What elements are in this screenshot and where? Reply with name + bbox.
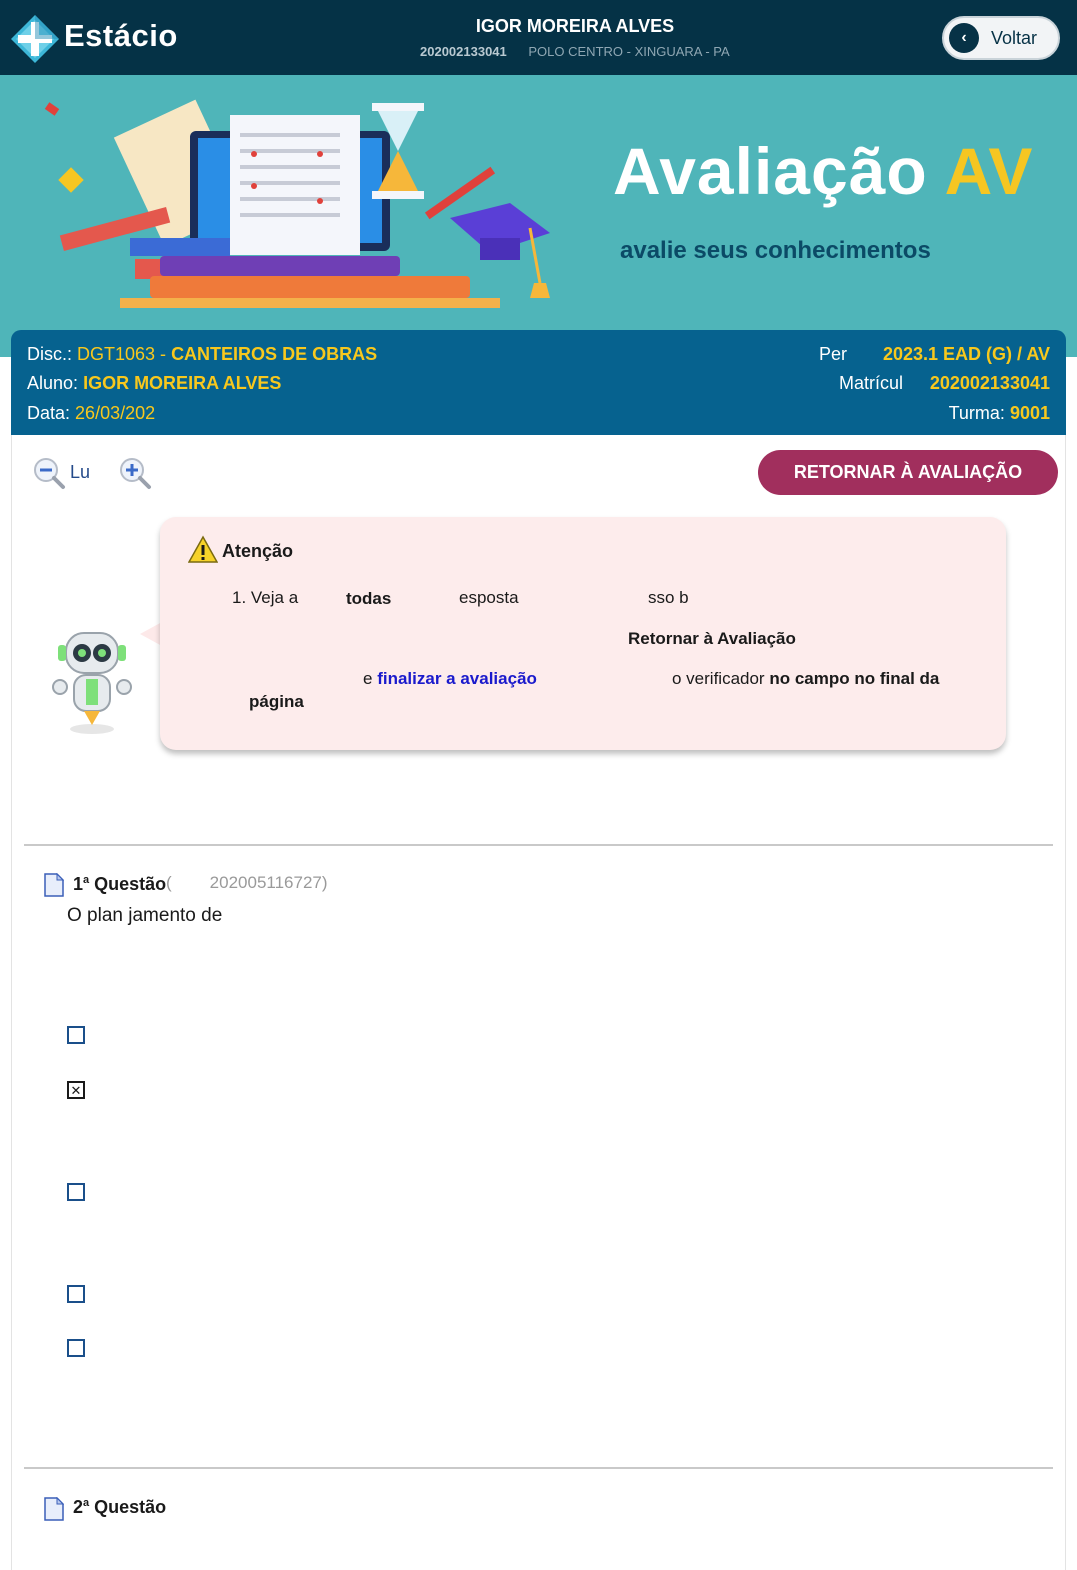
return-to-evaluation-button[interactable]: RETORNAR À AVALIAÇÃO: [758, 450, 1058, 495]
document-icon: [44, 1497, 64, 1521]
document-icon: [44, 873, 64, 897]
attention-line1-a: 1. Veja a: [232, 588, 299, 607]
attention-line3-b: o verificador: [672, 669, 765, 688]
aluno-label: Aluno:: [27, 373, 79, 393]
attention-line3: [363, 669, 537, 689]
robot-mascot-icon: [48, 625, 136, 737]
option-checkbox-checked[interactable]: ✕: [67, 1081, 85, 1099]
attention-line2: Retornar à Avaliação: [628, 629, 796, 648]
attention-line3-rest: [672, 669, 939, 689]
zoom-in-icon[interactable]: [118, 456, 152, 490]
data-value: 26/03/202: [75, 403, 156, 423]
disc-name: CANTEIROS DE OBRAS: [171, 344, 378, 364]
banner-title: [613, 133, 1033, 209]
attention-line4: página: [249, 692, 304, 711]
question-2-title: 2$^a$ Questão: [73, 1497, 167, 1517]
banner-title-main: Avaliação: [613, 134, 945, 208]
data-label: Data:: [27, 403, 71, 423]
warning-icon: [188, 535, 218, 565]
aluno-value: IGOR MOREIRA ALVES: [83, 373, 282, 393]
matricula-value: 202002133041: [929, 373, 1050, 393]
header-user-sub: [420, 44, 730, 59]
zoom-label: Lu: [70, 462, 91, 482]
question-1-title: 1$^a$ Questão: [73, 874, 167, 894]
question-1-text: O plan jamento de: [67, 905, 223, 926]
banner-subtitle: avalie seus conhecimentos: [620, 237, 931, 264]
per-value: 2023.1 EAD (G) / AV: [882, 344, 1050, 364]
per-label: Per: [819, 344, 848, 364]
question-1-code: ( 202005116727): [166, 873, 328, 892]
disc-label: Disc.:: [27, 344, 72, 364]
matricula-label: Matrícul: [839, 373, 904, 393]
disc-code: DGT1063 -: [77, 344, 172, 364]
chevron-left-icon: ‹: [949, 23, 979, 53]
top-bar: [0, 0, 1077, 75]
turma-value: 9001: [1009, 403, 1050, 423]
study-illustration-icon: [40, 93, 560, 321]
divider: [24, 1467, 1053, 1469]
back-button-label: Voltar: [991, 27, 1038, 48]
attention-title: Atenção: [222, 541, 294, 561]
back-button[interactable]: [942, 16, 1060, 60]
attention-line1-c: esposta: [459, 588, 519, 607]
turma-label: Turma:: [948, 403, 1005, 423]
logo-text: Estácio: [64, 18, 178, 53]
option-checkbox[interactable]: [67, 1285, 85, 1303]
zoom-out-icon[interactable]: [32, 456, 66, 490]
banner-title-accent: AV: [944, 134, 1034, 208]
finalize-link[interactable]: finalizar a avaliação: [377, 669, 537, 688]
attention-line3-c: no campo no final da: [769, 669, 940, 688]
data-row: [27, 403, 155, 424]
header-user-name: IGOR MOREIRA ALVES: [475, 16, 675, 36]
aluno-row: [27, 373, 281, 394]
option-checkbox[interactable]: [67, 1183, 85, 1201]
attention-line3-a: e: [363, 669, 373, 688]
attention-line1-b: todas: [346, 589, 392, 608]
bubble-tail: [140, 622, 162, 646]
divider: [24, 844, 1053, 846]
option-checkbox[interactable]: [67, 1026, 85, 1044]
header-polo: POLO CENTRO - XINGUARA - PA: [528, 44, 730, 59]
course-info-panel: [11, 330, 1066, 435]
banner: [0, 75, 1077, 357]
disc-row: [27, 344, 377, 365]
attention-line1-d: sso b: [648, 588, 689, 607]
turma-row: [949, 403, 1050, 424]
option-checkbox[interactable]: [67, 1339, 85, 1357]
header-matricula: 202002133041: [420, 44, 507, 59]
